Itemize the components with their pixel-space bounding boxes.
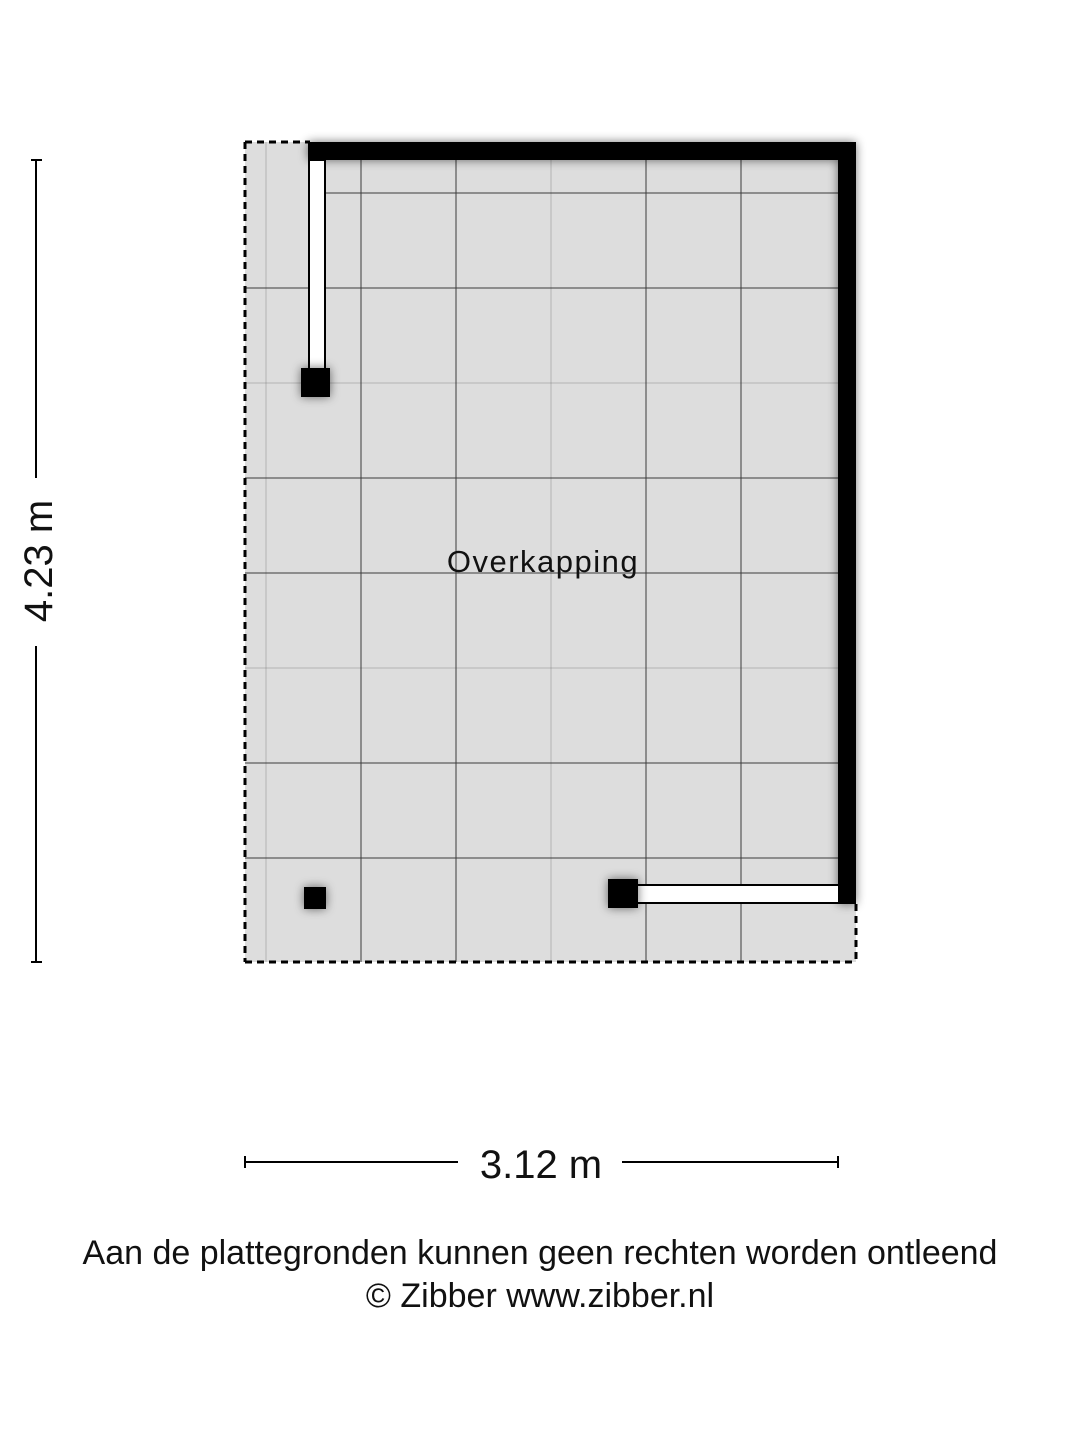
wall-top — [308, 142, 856, 160]
column-bottom-left — [304, 887, 326, 909]
room-label: Overkapping — [446, 544, 640, 579]
column-top-left — [301, 368, 330, 397]
window-left — [309, 160, 325, 370]
window-bottom — [636, 885, 839, 903]
width-label: 3.12 m — [479, 1143, 603, 1187]
column-bottom-middle — [608, 879, 638, 908]
wall-right — [838, 142, 856, 904]
copyright-credit: © Zibber www.zibber.nl — [365, 1277, 715, 1315]
disclaimer-text: Aan de plattegronden kunnen geen rechten worden ontleend — [82, 1234, 998, 1272]
height-label: 4.23 m — [17, 499, 61, 623]
